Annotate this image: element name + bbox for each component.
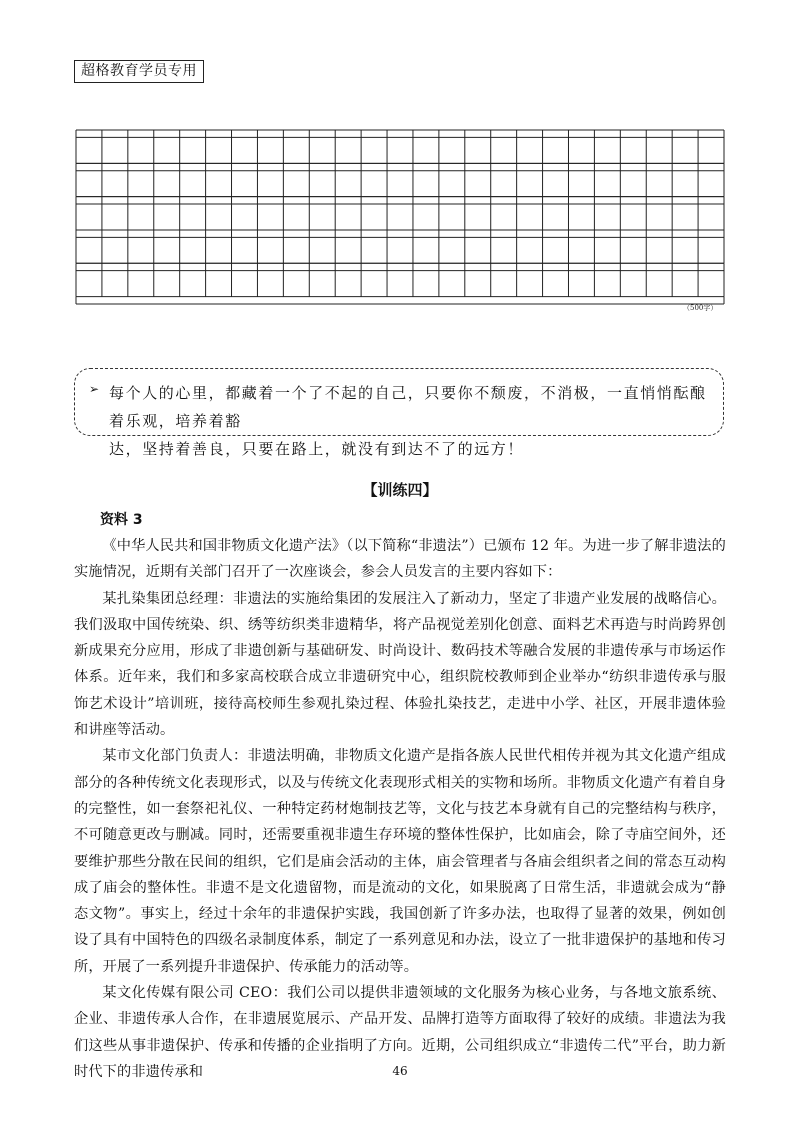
- paragraph-tie-dye-manager: 某扎染集团总经理：非遗法的实施给集团的发展注入了新动力，坚定了非遗产业发展的战略信心。我们汲取中国传统染、织、绣等纺织类非遗精华，将产品视觉差别化创意、面料艺术再造与时尚跨界创新成果充分应用，形成了非遗创新与基础研发、时尚设计、数码技术等融合发展的非遗传承与市场运作体系。近年来，我们和多家高校联合成立非遗研究中心，组织院校教师到企业举办“纺织非遗传承与服饰艺术设计”培训班，接待高校师生参观扎染过程、体验扎染技艺，走进中小学、社区，开展非遗体验和讲座等活动。: [74, 590, 726, 739]
- essay-writing-grid: [0, 0, 800, 320]
- motivational-quote-box: [74, 368, 724, 458]
- material-body: [74, 533, 726, 1085]
- paragraph-culture-official: 某市文化部门负责人：非遗法明确，非物质文化遗产是指各族人民世代相传并视为其文化遗产组成部分的各种传统文化表现形式，以及与传统文化表现形式相关的实物和场所。非物质文化遗产有着自身的完整性，如一套祭祀礼仪、一种特定药材炮制技艺等，文化与技艺本身就有自己的完整结构与秩序，不可随意更改与删减。同时，还需要重视非遗生存环境的整体性保护，比如庙会，除了寺庙空间外，还要维护那些分散在民间的组织，它们是庙会活动的主体，庙会管理者与各庙会组织者之间的常态互动构成了庙会的整体性。非遗不是文化遗留物，而是流动的文化，如果脱离了日常生活，非遗就会成为“静态文物”。事实上，经过十余年的非遗保护实践，我国创新了许多办法，也取得了显著的效果，例如创设了具有中国特色的四级名录制度体系，制定了一系列意见和办法，设立了一批非遗保护的基地和传习所，开展了一系列提升非遗保护、传承能力的活动等。: [74, 748, 726, 975]
- section-title: 【训练四】: [362, 481, 438, 499]
- word-count-label: （500字）: [683, 304, 718, 312]
- quote-text: [109, 379, 709, 463]
- page-number: 46: [392, 1064, 408, 1078]
- quote-line-2: 达，坚持着善良，只要在路上，就没有到达不了的远方！: [109, 440, 525, 458]
- paragraph-media-ceo: 某文化传媒有限公司 CEO：我们公司以提供非遗领域的文化服务为核心业务，与各地文旅系统、企业、非遗传承人合作，在非遗展览展示、产品开发、品牌打造等方面取得了较好的成绩。非遗法为我们这些从事非遗保护、传承和传播的企业指明了方向。近期，公司组织成立“非遗传二代”平台，助力新时代下的非遗传承和: [74, 985, 726, 1080]
- arrow-bullet-icon: ➢: [89, 382, 100, 396]
- student-use-tag: 超格教育学员专用: [74, 60, 204, 83]
- material-label: 资料 3: [100, 512, 143, 528]
- quote-line-1: 每个人的心里，都藏着一个了不起的自己，只要你不颓废，不消极，一直悄悄酝酿着乐观，培养着豁: [109, 384, 707, 430]
- paragraph-intro: 《中华人民共和国非物质文化遗产法》（以下简称“非遗法”）已颁布 12 年。为进一步了解非遗法的实施情况，近期有关部门召开了一次座谈会，参会人员发言的主要内容如下：: [74, 538, 726, 581]
